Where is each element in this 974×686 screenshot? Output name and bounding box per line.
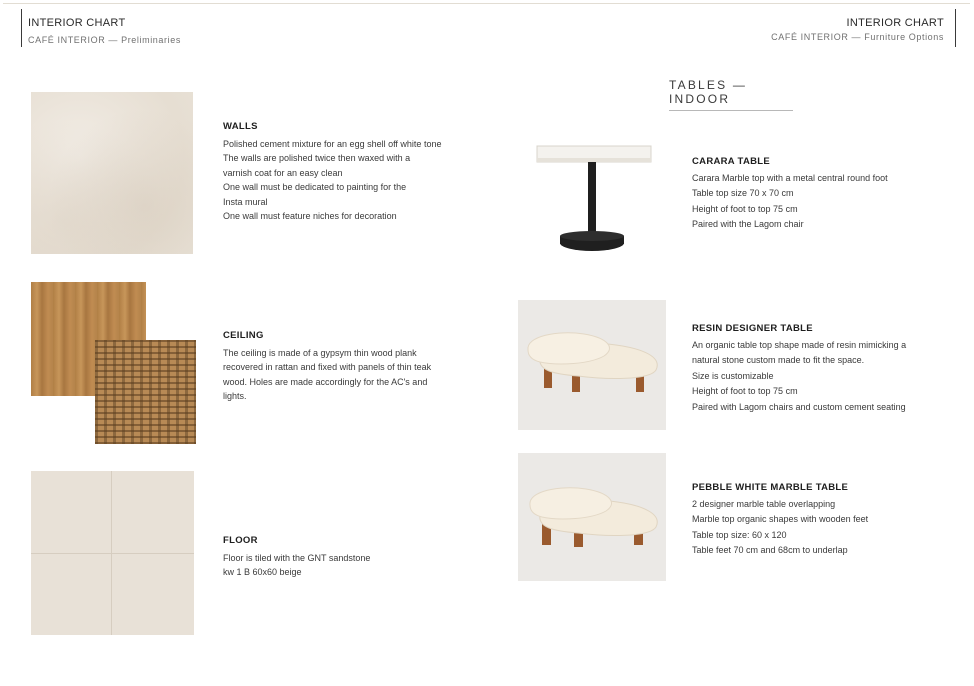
pebble-table-line: 2 designer marble table overlapping [692, 498, 836, 509]
ceiling-title: CEILING [223, 330, 264, 341]
walls-line: Insta mural [223, 196, 268, 207]
carara-table-spec [692, 154, 888, 233]
floor-line: kw 1 B 60x60 beige [223, 567, 302, 577]
walls-line: One wall must feature niches for decoration [223, 211, 397, 221]
resin-table-line: An organic table top shape made of resin mimicking a [692, 339, 907, 350]
pebble-white-marble-table-photo [518, 453, 666, 581]
pebble-white-marble-table-spec [692, 480, 868, 559]
pebble-table-title: PEBBLE WHITE MARBLE TABLE [692, 482, 849, 493]
floor-sandstone-swatch [31, 471, 194, 635]
ceiling-line: wood. Holes are made accordingly for the AC's and [223, 376, 428, 387]
carara-table-title: CARARA TABLE [692, 156, 771, 167]
resin-table-line: Paired with Lagom chairs and custom cement seating [692, 401, 906, 412]
resin-designer-table-spec [692, 321, 906, 415]
floor-line: Floor is tiled with the GNT sandstone [223, 552, 371, 563]
tables-indoor-heading: TABLES — INDOOR [669, 78, 793, 111]
resin-table-line: Height of foot to top 75 cm [692, 386, 798, 396]
carara-table-line: Table top size 70 x 70 cm [692, 188, 794, 198]
pebble-table-line: Table feet 70 cm and 68cm to underlap [692, 545, 848, 555]
ceiling-spec [223, 329, 431, 404]
walls-line: Polished cement mixture for an egg shell off white tone [223, 138, 442, 149]
pebble-table-illustration [518, 453, 666, 581]
carara-table-line: Paired with the Lagom chair [692, 219, 804, 229]
ceiling-line: lights. [223, 391, 247, 401]
carara-table-illustration [529, 140, 659, 260]
ceiling-rattan-swatch [95, 340, 196, 444]
ceiling-line: recovered in rattan and fixed with panels of thin teak [223, 362, 432, 372]
floor-spec [223, 534, 370, 580]
pebble-table-line: Table top size: 60 x 120 [692, 529, 787, 540]
walls-line: varnish coat for an easy clean [223, 167, 343, 178]
walls-line: The walls are polished twice then waxed with a [223, 153, 411, 163]
carara-table-photo [529, 140, 659, 260]
right-page-subtitle: CAFÉ INTERIOR — Furniture Options [771, 32, 944, 42]
walls-cement-swatch [31, 92, 193, 254]
carara-table-line: Carara Marble top with a metal central round foot [692, 172, 888, 183]
walls-spec [223, 120, 441, 224]
resin-table-line: Size is customizable [692, 370, 774, 381]
interior-chart-page [3, 3, 970, 684]
resin-table-illustration [518, 300, 666, 430]
frame-divider-right [955, 9, 956, 47]
left-page-title: INTERIOR CHART [28, 17, 126, 29]
carara-table-line: Height of foot to top 75 cm [692, 203, 798, 214]
resin-table-title: RESIN DESIGNER TABLE [692, 323, 813, 334]
walls-line: One wall must be dedicated to painting for the [223, 182, 407, 192]
ceiling-line: The ceiling is made of a gypsym thin wood plank [223, 347, 417, 358]
walls-title: WALLS [223, 121, 258, 132]
resin-designer-table-photo [518, 300, 666, 430]
right-page-title: INTERIOR CHART [846, 17, 944, 29]
floor-title: FLOOR [223, 535, 258, 546]
left-page-subtitle: CAFÉ INTERIOR — Preliminaries [28, 35, 181, 45]
resin-table-line: natural stone custom made to fit the space. [692, 355, 865, 365]
frame-divider-left [21, 9, 22, 47]
pebble-table-line: Marble top organic shapes with wooden feet [692, 514, 869, 524]
